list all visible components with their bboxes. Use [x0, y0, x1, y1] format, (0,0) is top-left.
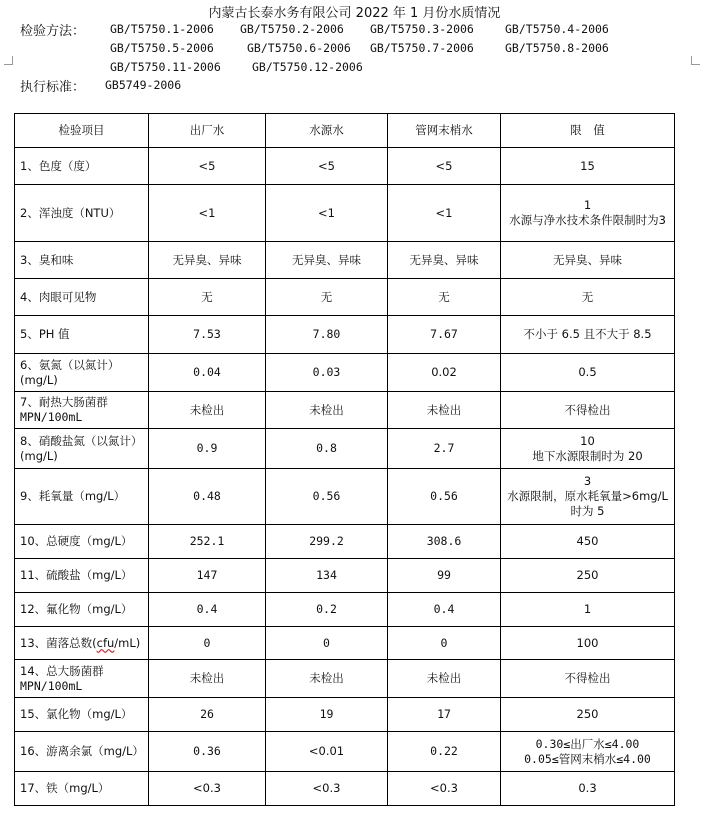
- item-unit: MPN/100mL: [20, 410, 83, 424]
- item-cell: 5、PH 值: [15, 316, 149, 354]
- table-row: [15, 469, 675, 525]
- value-cell: <0.01: [266, 732, 388, 772]
- item-cell: 4、肉眼可见物: [15, 279, 149, 316]
- item-label: 7、耐热大肠菌群: [20, 395, 108, 409]
- value-cell: <0.3: [266, 772, 388, 806]
- limit-note: 0.05≤管网末梢水≤4.00: [524, 751, 651, 766]
- value-cell: 147: [149, 559, 266, 593]
- value-cell: 0.48: [149, 469, 266, 525]
- value-cell: 26: [149, 698, 266, 732]
- value-cell: 无: [388, 279, 501, 316]
- value-cell: 未检出: [149, 660, 266, 698]
- table-header-row: [15, 114, 675, 148]
- header-cell: 管网末梢水: [388, 114, 501, 148]
- table-row: [15, 429, 675, 469]
- margin-corner-mark: [691, 56, 700, 65]
- table-row: [15, 185, 675, 242]
- value-cell: <1: [266, 185, 388, 242]
- water-quality-table: [14, 113, 675, 806]
- value-cell: 299.2: [266, 525, 388, 559]
- limit-cell: 1: [501, 593, 675, 627]
- value-cell: 0.4: [388, 593, 501, 627]
- value-cell: <5: [388, 148, 501, 185]
- item-cell: 12、氟化物（mg/L）: [15, 593, 149, 627]
- limit-cell: 不得检出: [501, 392, 675, 429]
- item-label: 13、菌落总数(: [20, 635, 97, 650]
- value-cell: 134: [266, 559, 388, 593]
- limit-cell: 250: [501, 698, 675, 732]
- table-row: [15, 354, 675, 392]
- item-cell: 2、浑浊度（NTU）: [15, 185, 149, 242]
- limit-cell: [501, 732, 675, 772]
- standard-value: GB5749-2006: [105, 78, 182, 92]
- value-cell: 未检出: [149, 392, 266, 429]
- table-row: [15, 660, 675, 698]
- item-cell: 9、耗氧量（mg/L）: [15, 469, 149, 525]
- limit-cell: [501, 469, 675, 525]
- value-cell: 0.8: [266, 429, 388, 469]
- item-cell: 10、总硬度（mg/L）: [15, 525, 149, 559]
- value-cell: 17: [388, 698, 501, 732]
- limit-cell: [501, 429, 675, 469]
- value-cell: 7.53: [149, 316, 266, 354]
- header-cell: 出厂水: [149, 114, 266, 148]
- value-cell: 7.67: [388, 316, 501, 354]
- item-cell: [15, 354, 149, 392]
- header-cell: 检验项目: [15, 114, 149, 148]
- limit-note: 地下水源限制时为 20: [532, 448, 643, 463]
- limit-cell: [501, 185, 675, 242]
- item-cell: [15, 429, 149, 469]
- method-standard: GB/T5750.1-2006: [110, 22, 214, 36]
- item-cell: 17、铁（mg/L）: [15, 772, 149, 806]
- value-cell: <0.3: [149, 772, 266, 806]
- method-standard: GB/T5750.6-2006: [247, 41, 351, 55]
- value-cell: 无: [149, 279, 266, 316]
- method-standard: GB/T5750.2-2006: [240, 22, 344, 36]
- standard-label: 执行标准：: [20, 80, 86, 95]
- item-cell: [15, 627, 149, 660]
- value-cell: 0.56: [266, 469, 388, 525]
- method-label: 检验方法：: [20, 24, 86, 39]
- limit-value: 10: [580, 433, 595, 448]
- value-cell: <1: [149, 185, 266, 242]
- value-cell: 0.9: [149, 429, 266, 469]
- item-label: 8、硝酸盐氮（以氮计）: [20, 433, 143, 448]
- value-cell: 0.02: [388, 354, 501, 392]
- value-cell: 未检出: [266, 660, 388, 698]
- limit-cell: 不得检出: [501, 660, 675, 698]
- method-standard: GB/T5750.3-2006: [370, 22, 474, 36]
- limit-cell: 450: [501, 525, 675, 559]
- value-cell: <5: [149, 148, 266, 185]
- value-cell: 2.7: [388, 429, 501, 469]
- value-cell: <1: [388, 185, 501, 242]
- item-cell: 1、色度（度）: [15, 148, 149, 185]
- document-title: 内蒙古长泰水务有限公司 2022 年 1 月份水质情况: [208, 6, 501, 21]
- limit-value: 0.30≤出厂水≤4.00: [535, 736, 640, 751]
- table-row: [15, 392, 675, 429]
- item-cell: 16、游离余氯（mg/L）: [15, 732, 149, 772]
- limit-cell: 15: [501, 148, 675, 185]
- value-cell: 0.04: [149, 354, 266, 392]
- value-cell: 未检出: [266, 392, 388, 429]
- limit-value: 3: [583, 474, 592, 488]
- limit-cell: 不小于 6.5 且不大于 8.5: [501, 316, 675, 354]
- value-cell: 无: [266, 279, 388, 316]
- table-row: [15, 279, 675, 316]
- item-cell: [15, 392, 149, 429]
- method-standard: GB/T5750.4-2006: [505, 22, 609, 36]
- table-row: [15, 772, 675, 806]
- method-standard: GB/T5750.11-2006: [110, 60, 221, 74]
- value-cell: 0.2: [266, 593, 388, 627]
- method-standard: GB/T5750.12-2006: [252, 60, 363, 74]
- item-label: 14、总大肠菌群: [20, 663, 104, 678]
- limit-cell: 无: [501, 279, 675, 316]
- value-cell: 无异臭、异味: [149, 242, 266, 279]
- value-cell: 0: [388, 627, 501, 660]
- method-standard: GB/T5750.7-2006: [370, 41, 474, 55]
- value-cell: 未检出: [388, 660, 501, 698]
- table-row: [15, 525, 675, 559]
- table-row: [15, 698, 675, 732]
- item-cell: 15、氯化物（mg/L）: [15, 698, 149, 732]
- limit-value: 1: [583, 198, 592, 212]
- value-cell: 0.56: [388, 469, 501, 525]
- margin-corner-mark: [4, 56, 13, 65]
- item-cell: [15, 660, 149, 698]
- method-standard: GB/T5750.8-2006: [505, 41, 609, 55]
- table-row: [15, 242, 675, 279]
- value-cell: 0: [149, 627, 266, 660]
- limit-cell: 100: [501, 627, 675, 660]
- item-unit: (mg/L): [20, 448, 58, 463]
- limit-cell: 无异臭、异味: [501, 242, 675, 279]
- value-cell: <0.3: [388, 772, 501, 806]
- spelling-flag-text: cfu: [96, 635, 115, 650]
- value-cell: <5: [266, 148, 388, 185]
- method-standard: GB/T5750.5-2006: [110, 41, 214, 55]
- header-cell: 水源水: [266, 114, 388, 148]
- value-cell: 99: [388, 559, 501, 593]
- limit-cell: 0.3: [501, 772, 675, 806]
- value-cell: 未检出: [388, 392, 501, 429]
- value-cell: 308.6: [388, 525, 501, 559]
- table-row: [15, 732, 675, 772]
- item-cell: 3、臭和味: [15, 242, 149, 279]
- table-row: [15, 627, 675, 660]
- item-label: 6、氨氮（以氮计）: [20, 357, 120, 372]
- value-cell: 252.1: [149, 525, 266, 559]
- value-cell: 0.36: [149, 732, 266, 772]
- limit-note: 水源与净水技术条件限制时为3: [509, 213, 666, 227]
- value-cell: 无异臭、异味: [388, 242, 501, 279]
- value-cell: 19: [266, 698, 388, 732]
- item-unit: (mg/L): [20, 372, 58, 387]
- table-row: [15, 316, 675, 354]
- value-cell: 0.4: [149, 593, 266, 627]
- limit-note: 水源限制，原水耗氧量>6mg/L 时为 5: [507, 489, 668, 518]
- item-cell: 11、硫酸盐（mg/L）: [15, 559, 149, 593]
- value-cell: 7.80: [266, 316, 388, 354]
- limit-cell: 0.5: [501, 354, 675, 392]
- value-cell: 无异臭、异味: [266, 242, 388, 279]
- header-cell: 限 值: [501, 114, 675, 148]
- item-unit-tail: /mL): [114, 635, 141, 650]
- value-cell: 0: [266, 627, 388, 660]
- value-cell: 0.03: [266, 354, 388, 392]
- table-row: [15, 559, 675, 593]
- table-row: [15, 593, 675, 627]
- item-unit: MPN/100mL: [20, 678, 83, 693]
- table-row: [15, 148, 675, 185]
- limit-cell: 250: [501, 559, 675, 593]
- value-cell: 0.22: [388, 732, 501, 772]
